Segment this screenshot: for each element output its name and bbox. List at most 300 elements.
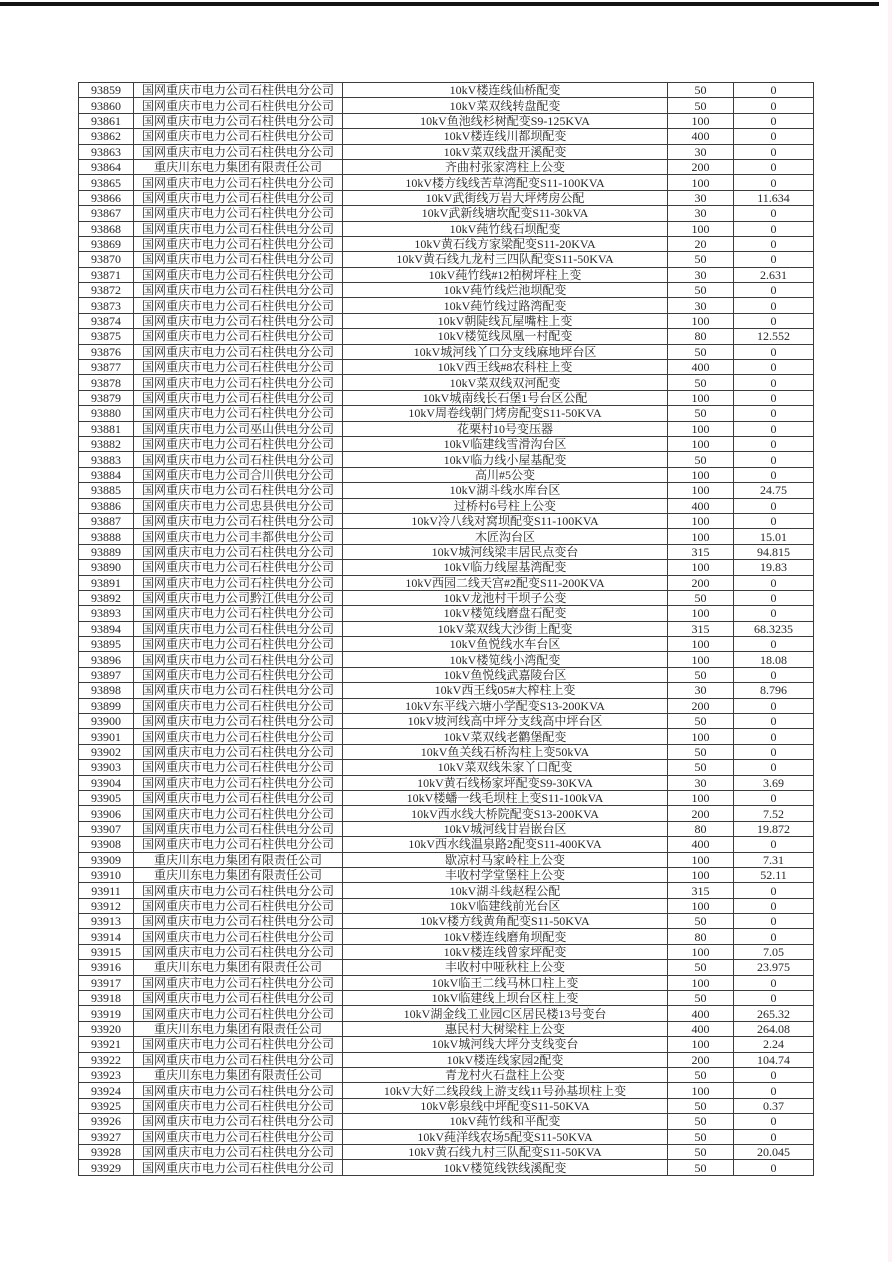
cell-capacity-kva: 50: [668, 590, 734, 605]
cell-equipment-name: 齐曲村张家湾柱上公变: [343, 159, 668, 174]
cell-row-id: 93879: [79, 390, 134, 405]
table-row: [79, 590, 814, 605]
cell-equipment-name: 10kV湖斗线水库台区: [343, 483, 668, 498]
cell-value: 0: [734, 975, 814, 990]
cell-company-name: 国网重庆市电力公司石柱供电分公司: [134, 821, 343, 836]
cell-value: 0: [734, 175, 814, 190]
cell-equipment-name: 10kV武街线万岩大坪烤房公配: [343, 190, 668, 205]
cell-equipment-name: 10kV西水线大桥院配变S13-200KVA: [343, 806, 668, 821]
cell-row-id: 93887: [79, 513, 134, 528]
cell-row-id: 93929: [79, 1160, 134, 1175]
cell-equipment-name: 10kV龙池村干坝子公变: [343, 590, 668, 605]
cell-value: 0: [734, 837, 814, 852]
cell-row-id: 93924: [79, 1083, 134, 1098]
cell-value: 0: [734, 360, 814, 375]
table-row: [79, 744, 814, 759]
cell-capacity-kva: 50: [668, 452, 734, 467]
cell-company-name: 国网重庆市电力公司石柱供电分公司: [134, 575, 343, 590]
cell-row-id: 93917: [79, 975, 134, 990]
table-row: [79, 991, 814, 1006]
cell-company-name: 国网重庆市电力公司石柱供电分公司: [134, 606, 343, 621]
cell-capacity-kva: 30: [668, 144, 734, 159]
cell-row-id: 93891: [79, 575, 134, 590]
cell-capacity-kva: 100: [668, 483, 734, 498]
cell-company-name: 国网重庆市电力公司石柱供电分公司: [134, 144, 343, 159]
cell-value: 19.83: [734, 560, 814, 575]
table-row: [79, 159, 814, 174]
cell-capacity-kva: 400: [668, 498, 734, 513]
cell-row-id: 93861: [79, 113, 134, 128]
cell-equipment-name: 10kV菜双线朱家丫口配变: [343, 760, 668, 775]
cell-capacity-kva: 30: [668, 267, 734, 282]
cell-capacity-kva: 50: [668, 744, 734, 759]
table-row: [79, 929, 814, 944]
cell-value: 20.045: [734, 1144, 814, 1159]
table-row: [79, 329, 814, 344]
cell-equipment-name: 10kV西王线#8农科柱上变: [343, 360, 668, 375]
cell-capacity-kva: 100: [668, 421, 734, 436]
cell-company-name: 国网重庆市电力公司石柱供电分公司: [134, 806, 343, 821]
table-row: [79, 190, 814, 205]
cell-company-name: 国网重庆市电力公司石柱供电分公司: [134, 175, 343, 190]
cell-capacity-kva: 100: [668, 652, 734, 667]
cell-equipment-name: 10kV临建线前光台区: [343, 898, 668, 913]
table-row: [79, 944, 814, 959]
cell-row-id: 93860: [79, 98, 134, 113]
cell-capacity-kva: 50: [668, 375, 734, 390]
cell-value: 0: [734, 729, 814, 744]
cell-equipment-name: 10kV鱼关线石桥沟柱上变50kVA: [343, 744, 668, 759]
cell-row-id: 93886: [79, 498, 134, 513]
cell-company-name: 国网重庆市电力公司石柱供电分公司: [134, 1114, 343, 1129]
scan-artifact-top-bar: [0, 2, 879, 6]
cell-row-id: 93908: [79, 837, 134, 852]
cell-value: 94.815: [734, 544, 814, 559]
cell-company-name: 国网重庆市电力公司石柱供电分公司: [134, 929, 343, 944]
cell-value: 0: [734, 390, 814, 405]
cell-equipment-name: 10kV西水线温泉路2配变S11-400KVA: [343, 837, 668, 852]
cell-capacity-kva: 30: [668, 190, 734, 205]
table-row: [79, 1129, 814, 1144]
cell-row-id: 93925: [79, 1098, 134, 1113]
cell-capacity-kva: 20: [668, 236, 734, 251]
cell-company-name: 重庆川东电力集团有限责任公司: [134, 960, 343, 975]
table-row: [79, 729, 814, 744]
cell-company-name: 国网重庆市电力公司石柱供电分公司: [134, 714, 343, 729]
cell-value: 7.05: [734, 944, 814, 959]
cell-capacity-kva: 50: [668, 714, 734, 729]
table-row: [79, 298, 814, 313]
cell-company-name: 重庆川东电力集团有限责任公司: [134, 852, 343, 867]
cell-equipment-name: 10kV菜双线双河配变: [343, 375, 668, 390]
cell-value: 0: [734, 283, 814, 298]
cell-equipment-name: 10kV临力线屋基湾配变: [343, 560, 668, 575]
cell-value: 0: [734, 667, 814, 682]
cell-value: 0: [734, 1114, 814, 1129]
scan-artifact-right-edge: [888, 0, 892, 1262]
cell-capacity-kva: 315: [668, 544, 734, 559]
cell-row-id: 93894: [79, 621, 134, 636]
cell-equipment-name: 10kV莼竹线石坝配变: [343, 221, 668, 236]
cell-company-name: 重庆川东电力集团有限责任公司: [134, 1021, 343, 1036]
cell-row-id: 93899: [79, 698, 134, 713]
cell-value: 0: [734, 344, 814, 359]
cell-equipment-name: 10kV黄石线九村三队配变S11-50KVA: [343, 1144, 668, 1159]
cell-value: 0: [734, 375, 814, 390]
table-row: [79, 667, 814, 682]
cell-row-id: 93865: [79, 175, 134, 190]
cell-value: 0: [734, 744, 814, 759]
cell-capacity-kva: 80: [668, 821, 734, 836]
table-row: [79, 529, 814, 544]
cell-row-id: 93901: [79, 729, 134, 744]
cell-capacity-kva: 400: [668, 1021, 734, 1036]
cell-equipment-name: 10kV楼方线黄角配变S11-50KVA: [343, 914, 668, 929]
cell-row-id: 93902: [79, 744, 134, 759]
cell-company-name: 国网重庆市电力公司石柱供电分公司: [134, 236, 343, 251]
cell-equipment-name: 10kV楼连线川都坝配变: [343, 129, 668, 144]
cell-row-id: 93876: [79, 344, 134, 359]
cell-row-id: 93867: [79, 206, 134, 221]
cell-capacity-kva: 100: [668, 606, 734, 621]
cell-equipment-name: 10kV楼笕线小湾配变: [343, 652, 668, 667]
cell-capacity-kva: 100: [668, 436, 734, 451]
cell-company-name: 国网重庆市电力公司石柱供电分公司: [134, 883, 343, 898]
table-row: [79, 98, 814, 113]
cell-row-id: 93889: [79, 544, 134, 559]
cell-value: 18.08: [734, 652, 814, 667]
cell-row-id: 93911: [79, 883, 134, 898]
table-row: [79, 652, 814, 667]
cell-company-name: 国网重庆市电力公司石柱供电分公司: [134, 221, 343, 236]
table-row: [79, 637, 814, 652]
cell-company-name: 国网重庆市电力公司石柱供电分公司: [134, 667, 343, 682]
cell-capacity-kva: 200: [668, 1052, 734, 1067]
cell-value: 0: [734, 790, 814, 805]
cell-equipment-name: 10kV黄石线方家梁配变S11-20KVA: [343, 236, 668, 251]
cell-capacity-kva: 100: [668, 898, 734, 913]
cell-value: 0: [734, 113, 814, 128]
cell-equipment-name: 10kV菜双线盘开溪配变: [343, 144, 668, 159]
cell-equipment-name: 10kV大好二线段线上游支线11号孙基坝柱上变: [343, 1083, 668, 1098]
cell-row-id: 93883: [79, 452, 134, 467]
cell-equipment-name: 10kV楼笕线磨盘石配变: [343, 606, 668, 621]
cell-value: 0: [734, 159, 814, 174]
cell-equipment-name: 10kV城河线梁丰居民点变台: [343, 544, 668, 559]
cell-row-id: 93895: [79, 637, 134, 652]
cell-company-name: 国网重庆市电力公司石柱供电分公司: [134, 652, 343, 667]
table-row: [79, 129, 814, 144]
cell-value: 0: [734, 606, 814, 621]
cell-company-name: 国网重庆市电力公司石柱供电分公司: [134, 98, 343, 113]
cell-company-name: 国网重庆市电力公司石柱供电分公司: [134, 513, 343, 528]
table-row: [79, 621, 814, 636]
table-row: [79, 714, 814, 729]
cell-equipment-name: 高川#5公变: [343, 467, 668, 482]
table-row: [79, 313, 814, 328]
table-row: [79, 775, 814, 790]
table-row: [79, 421, 814, 436]
cell-company-name: 国网重庆市电力公司石柱供电分公司: [134, 560, 343, 575]
table-row: [79, 83, 814, 98]
cell-value: 0: [734, 914, 814, 929]
cell-company-name: 国网重庆市电力公司石柱供电分公司: [134, 975, 343, 990]
cell-company-name: 国网重庆市电力公司黔江供电分公司: [134, 590, 343, 605]
cell-value: 0: [734, 637, 814, 652]
cell-row-id: 93872: [79, 283, 134, 298]
table-row: [79, 1037, 814, 1052]
table-row: [79, 406, 814, 421]
cell-equipment-name: 10kV莼竹线过路湾配变: [343, 298, 668, 313]
cell-company-name: 国网重庆市电力公司石柱供电分公司: [134, 790, 343, 805]
table-row: [79, 698, 814, 713]
table-row: [79, 1006, 814, 1021]
cell-row-id: 93859: [79, 83, 134, 98]
table-row: [79, 837, 814, 852]
table-row: [79, 498, 814, 513]
table-row: [79, 390, 814, 405]
cell-equipment-name: 10kV城南线长石堡1号台区公配: [343, 390, 668, 405]
table-row: [79, 898, 814, 913]
cell-capacity-kva: 100: [668, 175, 734, 190]
cell-equipment-name: 10kV楼方线线苦草湾配变S11-100KVA: [343, 175, 668, 190]
cell-equipment-name: 10kV湖斗线赵程公配: [343, 883, 668, 898]
cell-company-name: 国网重庆市电力公司巫山供电分公司: [134, 421, 343, 436]
cell-row-id: 93907: [79, 821, 134, 836]
cell-equipment-name: 10kV临王二线马林口柱上变: [343, 975, 668, 990]
cell-value: 3.69: [734, 775, 814, 790]
cell-row-id: 93885: [79, 483, 134, 498]
cell-value: 68.3235: [734, 621, 814, 636]
cell-equipment-name: 歇凉村马家岭柱上公变: [343, 852, 668, 867]
cell-equipment-name: 10kV楼笕线凤凰一村配变: [343, 329, 668, 344]
cell-capacity-kva: 100: [668, 867, 734, 882]
table-row: [79, 452, 814, 467]
cell-value: 0: [734, 83, 814, 98]
cell-value: 23.975: [734, 960, 814, 975]
cell-value: 0: [734, 698, 814, 713]
table-row: [79, 206, 814, 221]
cell-row-id: 93877: [79, 360, 134, 375]
cell-equipment-name: 花栗村10号变压器: [343, 421, 668, 436]
cell-equipment-name: 10kV莼洋线农场5配变S11-50KVA: [343, 1129, 668, 1144]
cell-equipment-name: 10kV鱼悦线武嘉陵台区: [343, 667, 668, 682]
cell-equipment-name: 青龙村火石盘柱上公变: [343, 1068, 668, 1083]
cell-value: 7.31: [734, 852, 814, 867]
cell-row-id: 93922: [79, 1052, 134, 1067]
cell-value: 11.634: [734, 190, 814, 205]
cell-equipment-name: 过桥村6号柱上公变: [343, 498, 668, 513]
cell-equipment-name: 10kV西王线05#大榨柱上变: [343, 683, 668, 698]
cell-company-name: 国网重庆市电力公司石柱供电分公司: [134, 1129, 343, 1144]
table-row: [79, 175, 814, 190]
cell-value: 19.872: [734, 821, 814, 836]
cell-capacity-kva: 30: [668, 683, 734, 698]
cell-equipment-name: 10kV城河线大坪分支线变台: [343, 1037, 668, 1052]
cell-company-name: 国网重庆市电力公司石柱供电分公司: [134, 483, 343, 498]
cell-capacity-kva: 400: [668, 360, 734, 375]
cell-value: 0: [734, 991, 814, 1006]
cell-equipment-name: 惠民村大树梁柱上公变: [343, 1021, 668, 1036]
cell-row-id: 93921: [79, 1037, 134, 1052]
cell-value: 0: [734, 1068, 814, 1083]
cell-equipment-name: 木匠沟台区: [343, 529, 668, 544]
cell-equipment-name: 10kV楼连线曾家坪配变: [343, 944, 668, 959]
cell-capacity-kva: 200: [668, 159, 734, 174]
cell-value: 0.37: [734, 1098, 814, 1113]
cell-capacity-kva: 50: [668, 960, 734, 975]
cell-equipment-name: 10kV朝陡线瓦屋嘴柱上变: [343, 313, 668, 328]
table-row: [79, 113, 814, 128]
cell-value: 24.75: [734, 483, 814, 498]
cell-equipment-name: 10kV武新线塘坎配变S11-30kVA: [343, 206, 668, 221]
cell-company-name: 国网重庆市电力公司石柱供电分公司: [134, 1160, 343, 1175]
cell-company-name: 国网重庆市电力公司石柱供电分公司: [134, 898, 343, 913]
cell-capacity-kva: 200: [668, 575, 734, 590]
cell-row-id: 93896: [79, 652, 134, 667]
table-row: [79, 252, 814, 267]
cell-company-name: 国网重庆市电力公司丰都供电分公司: [134, 529, 343, 544]
cell-row-id: 93868: [79, 221, 134, 236]
cell-value: 0: [734, 1083, 814, 1098]
cell-row-id: 93892: [79, 590, 134, 605]
cell-company-name: 国网重庆市电力公司石柱供电分公司: [134, 744, 343, 759]
cell-row-id: 93910: [79, 867, 134, 882]
cell-capacity-kva: 100: [668, 390, 734, 405]
cell-value: 12.552: [734, 329, 814, 344]
cell-value: 0: [734, 929, 814, 944]
cell-company-name: 国网重庆市电力公司合川供电分公司: [134, 467, 343, 482]
table-row: [79, 760, 814, 775]
cell-value: 0: [734, 436, 814, 451]
cell-company-name: 国网重庆市电力公司石柱供电分公司: [134, 298, 343, 313]
table-row: [79, 883, 814, 898]
cell-capacity-kva: 50: [668, 1160, 734, 1175]
cell-equipment-name: 10kV临建线上坝台区柱上变: [343, 991, 668, 1006]
cell-row-id: 93927: [79, 1129, 134, 1144]
cell-row-id: 93880: [79, 406, 134, 421]
cell-equipment-name: 10kV黄石线杨家坪配变S9-30KVA: [343, 775, 668, 790]
cell-company-name: 国网重庆市电力公司石柱供电分公司: [134, 313, 343, 328]
table-row: [79, 806, 814, 821]
cell-row-id: 93926: [79, 1114, 134, 1129]
cell-capacity-kva: 100: [668, 221, 734, 236]
cell-value: 0: [734, 898, 814, 913]
cell-row-id: 93890: [79, 560, 134, 575]
cell-equipment-name: 10kV冷八线对窝坝配变S11-100KVA: [343, 513, 668, 528]
cell-equipment-name: 10kV西园二线天宫#2配变S11-200KVA: [343, 575, 668, 590]
cell-value: 0: [734, 467, 814, 482]
cell-equipment-name: 10kV周卷线朝门烤房配变S11-50KVA: [343, 406, 668, 421]
cell-row-id: 93893: [79, 606, 134, 621]
cell-row-id: 93903: [79, 760, 134, 775]
cell-equipment-name: 10kV菜双线转盘配变: [343, 98, 668, 113]
transformer-table: [78, 82, 814, 1176]
cell-row-id: 93914: [79, 929, 134, 944]
cell-row-id: 93863: [79, 144, 134, 159]
cell-capacity-kva: 100: [668, 1037, 734, 1052]
cell-value: 0: [734, 498, 814, 513]
cell-value: 7.52: [734, 806, 814, 821]
cell-capacity-kva: 50: [668, 406, 734, 421]
cell-row-id: 93919: [79, 1006, 134, 1021]
cell-row-id: 93888: [79, 529, 134, 544]
cell-capacity-kva: 100: [668, 975, 734, 990]
cell-capacity-kva: 100: [668, 852, 734, 867]
cell-capacity-kva: 80: [668, 929, 734, 944]
cell-row-id: 93873: [79, 298, 134, 313]
cell-company-name: 国网重庆市电力公司石柱供电分公司: [134, 252, 343, 267]
table-row: [79, 575, 814, 590]
table-row: [79, 344, 814, 359]
cell-capacity-kva: 200: [668, 698, 734, 713]
cell-row-id: 93862: [79, 129, 134, 144]
cell-equipment-name: 10kV莼竹线烂池坝配变: [343, 283, 668, 298]
cell-company-name: 国网重庆市电力公司石柱供电分公司: [134, 1037, 343, 1052]
cell-row-id: 93875: [79, 329, 134, 344]
cell-capacity-kva: 50: [668, 283, 734, 298]
cell-equipment-name: 10kV临力线小屋基配变: [343, 452, 668, 467]
cell-value: 2.24: [734, 1037, 814, 1052]
cell-capacity-kva: 50: [668, 83, 734, 98]
cell-capacity-kva: 50: [668, 252, 734, 267]
cell-value: 0: [734, 883, 814, 898]
cell-value: 0: [734, 129, 814, 144]
table-row: [79, 513, 814, 528]
cell-row-id: 93912: [79, 898, 134, 913]
cell-company-name: 国网重庆市电力公司石柱供电分公司: [134, 329, 343, 344]
cell-row-id: 93882: [79, 436, 134, 451]
cell-company-name: 国网重庆市电力公司石柱供电分公司: [134, 1052, 343, 1067]
cell-row-id: 93923: [79, 1068, 134, 1083]
cell-row-id: 93870: [79, 252, 134, 267]
cell-capacity-kva: 100: [668, 313, 734, 328]
table-row: [79, 544, 814, 559]
cell-company-name: 国网重庆市电力公司石柱供电分公司: [134, 83, 343, 98]
cell-value: 264.08: [734, 1021, 814, 1036]
cell-equipment-name: 10kV东平线六塘小学配变S13-200KVA: [343, 698, 668, 713]
cell-capacity-kva: 50: [668, 1144, 734, 1159]
cell-capacity-kva: 100: [668, 560, 734, 575]
cell-row-id: 93918: [79, 991, 134, 1006]
cell-capacity-kva: 50: [668, 667, 734, 682]
cell-value: 8.796: [734, 683, 814, 698]
cell-value: 0: [734, 406, 814, 421]
cell-company-name: 国网重庆市电力公司石柱供电分公司: [134, 544, 343, 559]
cell-capacity-kva: 30: [668, 775, 734, 790]
cell-capacity-kva: 30: [668, 206, 734, 221]
cell-company-name: 国网重庆市电力公司石柱供电分公司: [134, 267, 343, 282]
table-row: [79, 914, 814, 929]
cell-capacity-kva: 50: [668, 914, 734, 929]
cell-row-id: 93904: [79, 775, 134, 790]
cell-value: 0: [734, 590, 814, 605]
table-row: [79, 236, 814, 251]
cell-company-name: 国网重庆市电力公司忠县供电分公司: [134, 498, 343, 513]
cell-row-id: 93871: [79, 267, 134, 282]
table-row: [79, 1114, 814, 1129]
cell-row-id: 93905: [79, 790, 134, 805]
cell-row-id: 93906: [79, 806, 134, 821]
table-row: [79, 1144, 814, 1159]
cell-row-id: 93915: [79, 944, 134, 959]
cell-capacity-kva: 315: [668, 883, 734, 898]
cell-equipment-name: 10kV临建线雪滑沟台区: [343, 436, 668, 451]
cell-company-name: 国网重庆市电力公司石柱供电分公司: [134, 1083, 343, 1098]
cell-row-id: 93864: [79, 159, 134, 174]
cell-capacity-kva: 50: [668, 1068, 734, 1083]
cell-equipment-name: 10kV莼竹线#12柏树坪柱上变: [343, 267, 668, 282]
